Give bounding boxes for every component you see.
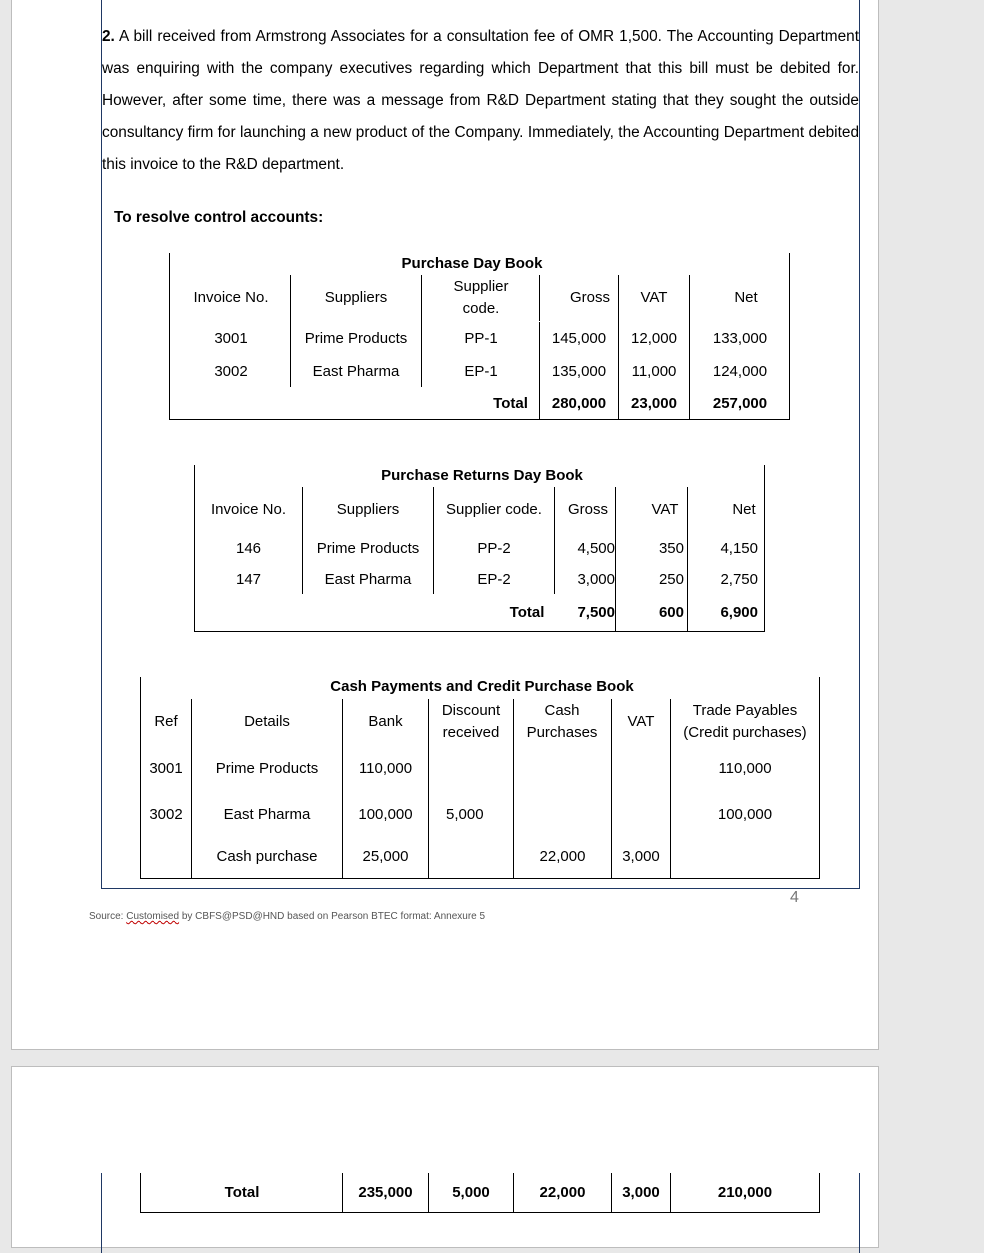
table-row-cell: 22,000 bbox=[539, 848, 586, 865]
table-row-cell: 250 bbox=[658, 571, 684, 588]
table-row-cell: 135,000 bbox=[551, 363, 607, 380]
prdb-total-label: Total bbox=[509, 604, 545, 621]
table-row-cell: East Pharma bbox=[324, 571, 412, 588]
prdb-total-gross: 7,500 bbox=[577, 604, 615, 621]
table-row-cell: 5,000 bbox=[446, 806, 484, 823]
table-row-cell: 110,000 bbox=[358, 760, 413, 777]
question-paragraph bbox=[102, 21, 859, 181]
source-prefix: Source: bbox=[89, 911, 127, 922]
table-row-cell: 146 bbox=[235, 540, 262, 557]
purchase-day-book-title: Purchase Day Book bbox=[401, 255, 543, 272]
cpb-header-cash-purchases: Cash Purchases bbox=[526, 702, 598, 741]
prdb-header-net: Net bbox=[732, 501, 756, 518]
table-row-cell: PP-1 bbox=[464, 330, 498, 347]
table-row-cell: 124,000 bbox=[712, 363, 768, 380]
table-row-cell: 100,000 bbox=[358, 806, 413, 823]
prdb-total-net: 6,900 bbox=[720, 604, 758, 621]
cpb-total-vat: 3,000 bbox=[622, 1184, 660, 1201]
pdb-total-net: 257,000 bbox=[712, 395, 768, 412]
cpb-total-cash-purchases: 22,000 bbox=[539, 1184, 586, 1201]
table-row-cell: EP-2 bbox=[477, 571, 511, 588]
pdb-header-code: Supplier code. bbox=[453, 278, 509, 317]
pdb-total-vat: 23,000 bbox=[631, 395, 677, 412]
cpb-header-ref: Ref bbox=[154, 713, 178, 730]
cpb-total-label: Total bbox=[224, 1184, 260, 1201]
pdb-header-suppliers: Suppliers bbox=[324, 289, 388, 306]
table-row-cell bbox=[429, 846, 513, 868]
pdb-header-net: Net bbox=[734, 289, 758, 306]
source-note bbox=[89, 911, 485, 922]
table-row-cell bbox=[514, 758, 611, 780]
source-rest: by CBFS@PSD@HND based on Pearson BTEC format: Annexure 5 bbox=[179, 911, 486, 922]
table-row-cell: 100,000 bbox=[717, 806, 773, 823]
prdb-header-invoice: Invoice No. bbox=[210, 501, 287, 518]
table-row-cell: 4,150 bbox=[720, 540, 758, 557]
cpb-header-trade-payables: Trade Payables (Credit purchases) bbox=[683, 702, 807, 741]
cpb-total-bank: 235,000 bbox=[358, 1184, 413, 1201]
table-row-cell: 145,000 bbox=[551, 330, 607, 347]
cpb-header-discount: Discount received bbox=[441, 702, 501, 741]
source-misspelled-word: Customised bbox=[126, 911, 180, 922]
document-page-2 bbox=[11, 1066, 879, 1248]
table-row-cell: Prime Products bbox=[304, 330, 408, 347]
table-row-cell: 110,000 bbox=[718, 760, 772, 777]
table-row-cell bbox=[612, 804, 670, 826]
question-number: 2. bbox=[102, 28, 115, 45]
prdb-header-suppliers: Suppliers bbox=[336, 501, 400, 518]
table-row-cell: 133,000 bbox=[712, 330, 768, 347]
pdb-header-vat: VAT bbox=[640, 289, 668, 306]
table-row-cell: PP-2 bbox=[477, 540, 511, 557]
pdb-header-invoice: Invoice No. bbox=[193, 289, 269, 306]
table-row-cell: 25,000 bbox=[362, 848, 409, 865]
table-row-cell: 4,500 bbox=[577, 540, 615, 557]
table-row-cell bbox=[429, 758, 513, 780]
table-row-cell: 3001 bbox=[214, 330, 248, 347]
cpb-header-vat: VAT bbox=[627, 713, 655, 730]
table-row-cell bbox=[514, 804, 611, 826]
table-row-cell: 3001 bbox=[149, 760, 183, 777]
cpb-header-details: Details bbox=[244, 713, 290, 730]
prdb-header-gross: Gross bbox=[567, 501, 608, 518]
prdb-header-code: Supplier code. bbox=[446, 501, 542, 518]
table-row-cell: East Pharma bbox=[223, 806, 311, 823]
cpb-header-bank: Bank bbox=[368, 713, 403, 730]
table-row-cell: 3,000 bbox=[577, 571, 615, 588]
cash-payments-title: Cash Payments and Credit Purchase Book bbox=[330, 678, 634, 695]
prdb-header-vat: VAT bbox=[651, 501, 679, 518]
table-row-cell: Cash purchase bbox=[216, 848, 318, 865]
pdb-header-gross: Gross bbox=[569, 289, 610, 306]
cpb-total-trade-payables: 210,000 bbox=[717, 1184, 773, 1201]
table-row-cell: East Pharma bbox=[312, 363, 400, 380]
section-heading: To resolve control accounts: bbox=[114, 209, 324, 226]
table-row-cell: Prime Products bbox=[215, 760, 319, 777]
pdb-total-label: Total bbox=[493, 395, 528, 412]
table-row-cell: EP-1 bbox=[464, 363, 498, 380]
table-row-cell: 147 bbox=[235, 571, 262, 588]
table-row-cell: 350 bbox=[658, 540, 684, 557]
table-row-cell: Prime Products bbox=[316, 540, 420, 557]
table-row-cell: 11,000 bbox=[631, 363, 677, 380]
prdb-total-vat: 600 bbox=[658, 604, 684, 621]
table-row-cell bbox=[675, 846, 815, 868]
purchase-returns-title: Purchase Returns Day Book bbox=[381, 467, 583, 484]
table-row-cell: 3,000 bbox=[622, 848, 660, 865]
question-text: A bill received from Armstrong Associates for a consultation fee of OMR 1,500. The Accounting Department was enquiring with the company executives regarding which Department that this bill must be debited for. However, after some time, there was a message from R&D Department stating that they sought the outside consultancy firm for launching a new product of the Company. Immediately, the Accounting Department debited this invoice to the R&D department. bbox=[102, 28, 859, 173]
table-row-cell bbox=[612, 758, 670, 780]
cpb-total-discount: 5,000 bbox=[452, 1184, 490, 1201]
table-row-cell bbox=[141, 846, 191, 868]
table-row-cell: 3002 bbox=[149, 806, 183, 823]
table-row-cell: 12,000 bbox=[631, 330, 677, 347]
table-row-cell: 2,750 bbox=[720, 571, 758, 588]
document-page-1 bbox=[11, 0, 879, 1050]
page-number: 4 bbox=[790, 889, 799, 906]
pdb-total-gross: 280,000 bbox=[551, 395, 607, 412]
table-row-cell: 3002 bbox=[214, 363, 248, 380]
